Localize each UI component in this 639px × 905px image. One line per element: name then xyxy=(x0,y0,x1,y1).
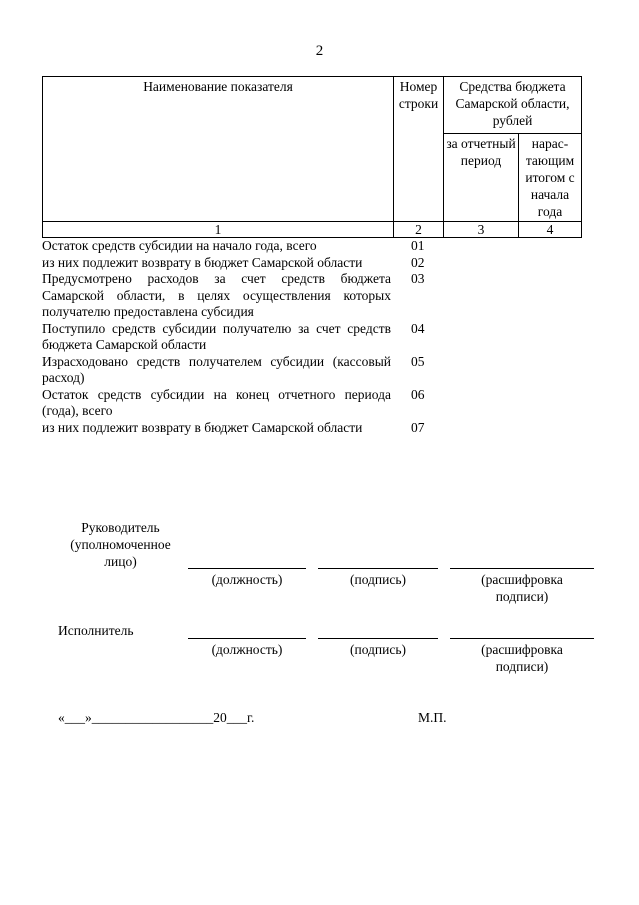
head-decoding-caption: (расшифровка подписи) xyxy=(481,572,563,604)
executor-signature-line xyxy=(318,638,438,639)
table-row xyxy=(42,271,462,321)
executor-decoding-caption: (расшифровка подписи) xyxy=(481,642,563,674)
executor-position-line xyxy=(188,638,306,639)
row-code: 02 xyxy=(411,254,425,270)
head-signature-line xyxy=(318,568,438,569)
head-signature-caption: (подпись) xyxy=(349,572,407,587)
stamp-place: М.П. xyxy=(418,710,447,725)
indicator-name: Предусмотрено расходов за счет средств бюджета Самарской области, в целях осуществления которых получателю предоставлена субсидия xyxy=(42,271,391,319)
indicator-rows xyxy=(42,238,462,436)
table-row xyxy=(42,387,462,420)
table-row xyxy=(42,321,462,354)
indicator-name: Остаток средств субсидии на конец отчетного периода (года), всего xyxy=(42,386,391,418)
table-row xyxy=(42,255,462,272)
col-header-indicator-name: Наименование показателя xyxy=(43,77,394,222)
indicator-name: Поступило средств субсидии получателю за счет средств бюджета Самарской области xyxy=(42,320,391,352)
row-code: 04 xyxy=(411,320,425,336)
col-number-1: 1 xyxy=(43,222,394,238)
col-number-2: 2 xyxy=(394,222,444,238)
indicator-name: из них подлежит возврату в бюджет Самарской области xyxy=(42,419,363,435)
executor-position-caption: (должность) xyxy=(211,642,283,657)
table-row xyxy=(42,354,462,387)
executor-decoding-line xyxy=(450,638,594,639)
executor-signature-caption: (подпись) xyxy=(349,642,407,657)
row-code: 01 xyxy=(411,238,425,253)
indicator-name: из них подлежит возврату в бюджет Самарской области xyxy=(42,254,363,270)
page-number: 2 xyxy=(315,43,324,59)
row-code: 05 xyxy=(411,353,425,369)
table-row xyxy=(42,238,462,255)
report-table-header xyxy=(42,76,582,238)
head-decoding-line xyxy=(450,568,594,569)
date-line: «___»__________________20___г. xyxy=(58,710,255,725)
table-row xyxy=(42,420,462,437)
row-code: 06 xyxy=(411,386,425,402)
head-signatory-label: Руководитель (уполномоченное лицо) xyxy=(70,520,171,569)
col-number-4: 4 xyxy=(519,222,582,238)
indicator-name: Израсходовано средств получателем субсидии (кассовый расход) xyxy=(42,353,391,385)
row-code: 03 xyxy=(411,271,425,286)
col-header-cumulative: нарас-тающим итогом с начала года xyxy=(519,134,582,222)
col-header-reporting-period: за отчетный период xyxy=(444,134,519,222)
indicator-name: Остаток средств субсидии на начало года, всего xyxy=(42,238,317,253)
row-code: 07 xyxy=(411,419,425,435)
head-position-line xyxy=(188,568,306,569)
col-header-budget-funds: Средства бюджета Самарской области, рублей xyxy=(444,77,582,134)
col-header-row-number: Номер строки xyxy=(394,77,444,222)
head-position-caption: (должность) xyxy=(211,572,283,587)
col-number-3: 3 xyxy=(444,222,519,238)
executor-label: Исполнитель xyxy=(58,623,134,638)
